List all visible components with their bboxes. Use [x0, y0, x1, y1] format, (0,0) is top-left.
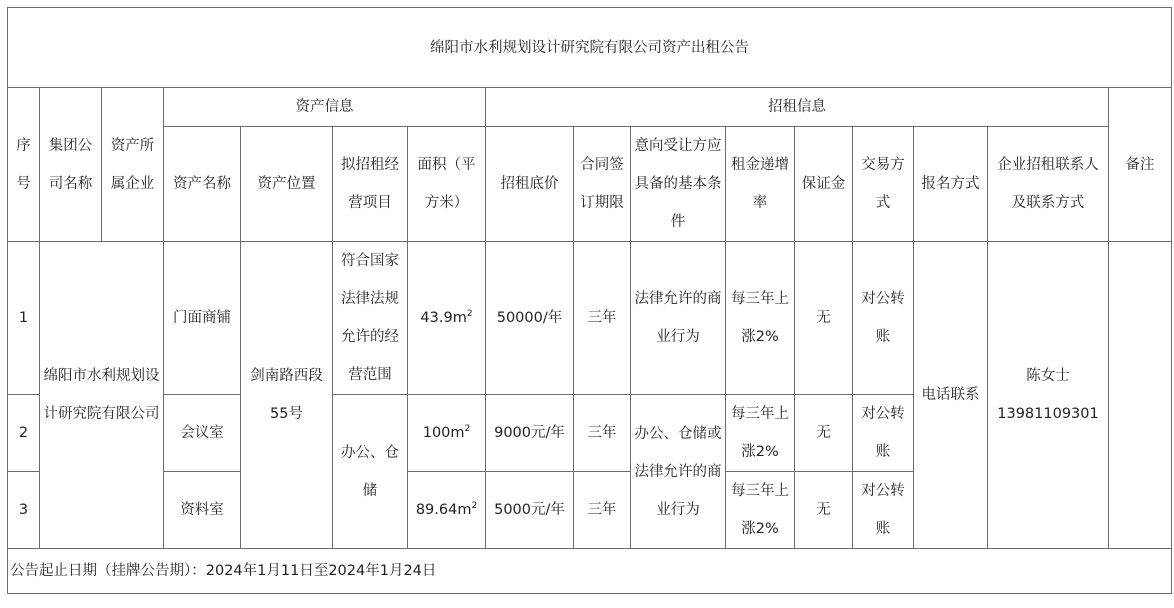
deposit: 无: [795, 395, 853, 472]
asset-area: $43.9m^2$: [408, 242, 486, 395]
header-seq: 序号: [8, 88, 40, 242]
page-title: 绵阳市水利规划设计研究院有限公司资产出租公告: [8, 8, 1172, 88]
asset-name: 门面商铺: [164, 242, 241, 395]
header-payment: 交易方式: [853, 127, 914, 242]
lease-announcement-table: [7, 7, 1172, 594]
payment-method: 对公转账: [853, 472, 914, 549]
table-row: [8, 242, 1172, 395]
contact-phone: 13981109301: [997, 406, 1099, 422]
header-lease-info: 招租信息: [486, 88, 1109, 127]
contract-term: 三年: [574, 242, 631, 395]
header-increase: 租金递增率: [726, 127, 795, 242]
deposit: 无: [795, 242, 853, 395]
asset-name: 资料室: [164, 472, 241, 549]
header-signup: 报名方式: [914, 127, 988, 242]
header-asset-name: 资产名称: [164, 127, 241, 242]
lessee-conditions: 办公、仓储或法律允许的商业行为: [631, 395, 726, 549]
header-remarks: 备注: [1109, 88, 1172, 242]
business-scope: 办公、仓储: [333, 395, 408, 549]
header-location: 资产位置: [241, 127, 333, 242]
header-base-price: 招租底价: [486, 127, 574, 242]
asset-area: $89.64m^2$: [408, 472, 486, 549]
header-group: 集团公司名称: [40, 88, 102, 242]
header-deposit: 保证金: [795, 127, 853, 242]
deposit: 无: [795, 472, 853, 549]
header-business: 拟招租经营项目: [333, 127, 408, 242]
asset-name: 会议室: [164, 395, 241, 472]
row-seq: 2: [8, 395, 40, 472]
contact-info: [988, 242, 1109, 549]
contact-name: 陈女士: [1026, 368, 1070, 384]
asset-location: 剑南路西段55号: [241, 242, 333, 549]
payment-method: 对公转账: [853, 242, 914, 395]
lessee-conditions: 法律允许的商业行为: [631, 242, 726, 395]
header-contact: 企业招租联系人及联系方式: [988, 127, 1109, 242]
row-seq: 3: [8, 472, 40, 549]
company-name: 绵阳市水利规划设计研究院有限公司: [40, 242, 164, 549]
rent-increase: 每三年上涨2%: [726, 395, 795, 472]
header-owner: 资产所属企业: [102, 88, 164, 242]
header-asset-info: 资产信息: [164, 88, 486, 127]
rent-increase: 每三年上涨2%: [726, 242, 795, 395]
base-price: 50000/年: [486, 242, 574, 395]
header-conditions: 意向受让方应具备的基本条件: [631, 127, 726, 242]
header-area: 面积（平方米）: [408, 127, 486, 242]
business-scope: 符合国家法律法规允许的经营范围: [333, 242, 408, 395]
notice-period: 公告起止日期（挂牌公告期）：2024年1月11日至2024年1月24日: [8, 549, 1172, 594]
contract-term: 三年: [574, 395, 631, 472]
remarks: [1109, 242, 1172, 549]
contract-term: 三年: [574, 472, 631, 549]
header-term: 合同签订期限: [574, 127, 631, 242]
rent-increase: 每三年上涨2%: [726, 472, 795, 549]
signup-method: 电话联系: [914, 242, 988, 549]
asset-area: $100m^2$: [408, 395, 486, 472]
base-price: 5000元/年: [486, 472, 574, 549]
row-seq: 1: [8, 242, 40, 395]
payment-method: 对公转账: [853, 395, 914, 472]
base-price: 9000元/年: [486, 395, 574, 472]
